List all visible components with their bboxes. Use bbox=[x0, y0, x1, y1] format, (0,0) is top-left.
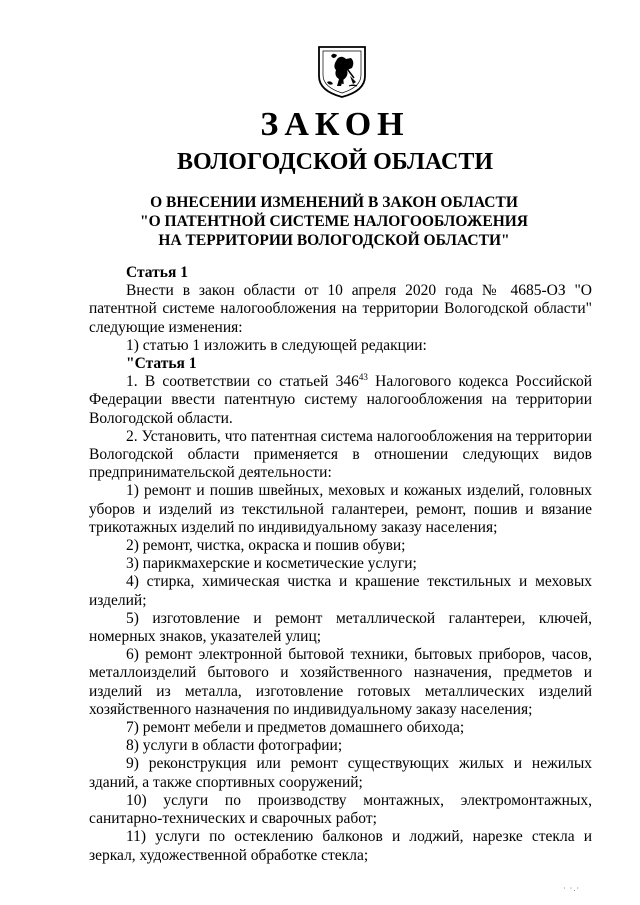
vologda-coat-of-arms-icon bbox=[317, 46, 367, 98]
activity-item: 2) ремонт, чистка, окраска и пошив обуви; bbox=[126, 537, 406, 555]
activity-item: 6) ремонт электронной бытовой техники, бытовых приборов, часов, металлоизделий бытового и хозяйственного назначения, предметов и изделий из металла, изготовление готовых металлических изделий хозяйственного назначения по индивидуальному заказу населения; bbox=[89, 646, 592, 718]
law-subtitle bbox=[110, 193, 558, 250]
article-heading: Статья 1 bbox=[126, 264, 188, 281]
activity-item: 3) парикмахерские и косметические услуги; bbox=[126, 555, 417, 573]
quoted-article-heading: "Статья 1 bbox=[126, 355, 197, 373]
activity-item: 10) услуги по производству монтажных, электромонтажных, санитарно-технических и сварочных работ; bbox=[89, 791, 592, 828]
amendment-item: 1) статью 1 изложить в следующей редакции: bbox=[126, 336, 427, 354]
law-body bbox=[89, 264, 592, 865]
activity-item: 9) реконструкция или ремонт существующих жилых и нежилых зданий, а также спортивных сооружений; bbox=[89, 755, 592, 791]
activity-item: 8) услуги в области фотографии; bbox=[126, 737, 343, 755]
region-title: ВОЛОГОДСКОЙ ОБЛАСТИ bbox=[176, 149, 494, 175]
paragraph-text: Налогового кодекса Российской Федерации ввести патентную систему налогообложения на территории Вологодской области. bbox=[89, 373, 592, 427]
activity-item: 1) ремонт и пошив швейных, меховых и кожаных изделий, головных уборов и изделий из текстильной галантереи, ремонт, пошив и вязание трикотажных изделий по индивидуальному заказу населения; bbox=[89, 482, 592, 536]
activity-item: 7) ремонт мебели и предметов домашнего обихода; bbox=[126, 719, 465, 737]
article-intro: Внести в закон области от 10 апреля 2020 года № 4685-ОЗ "О патентной системе налогообложения на территории Вологодской области" следующие изменения: bbox=[89, 282, 592, 336]
paragraph-text: 1. В соответствии со статьей 346 bbox=[126, 373, 359, 391]
activity-item: 4) стирка, химическая чистка и крашение текстильных и меховых изделий; bbox=[89, 573, 592, 609]
subtitle-line: "О ПАТЕНТНОЙ СИСТЕМЕ НАЛОГООБЛОЖЕНИЯ bbox=[140, 213, 528, 230]
article-paragraph-2: 2. Установить, что патентная система налогообложения на территории Вологодской области применяется в отношении следующих видов предпринимательской деятельности: bbox=[89, 427, 592, 482]
page-footer-mark: · ·.· bbox=[563, 884, 580, 893]
article-paragraph-1 bbox=[89, 373, 592, 428]
subtitle-line: НА ТЕРРИТОРИИ ВОЛОГОДСКОЙ ОБЛАСТИ" bbox=[158, 232, 510, 249]
subtitle-line: О ВНЕСЕНИИ ИЗМЕНЕНИЙ В ЗАКОН ОБЛАСТИ bbox=[150, 194, 518, 211]
activity-item: 11) услуги по остеклению балконов и лоджий, нарезке стекла и зеркал, художественной обработке стекла; bbox=[89, 828, 592, 864]
document-title: ЗАКОН bbox=[260, 106, 410, 143]
activity-item: 5) изготовление и ремонт металлической галантереи, ключей, номерных знаков, указателей улиц; bbox=[89, 609, 592, 646]
article-superscript: 43 bbox=[358, 372, 368, 383]
